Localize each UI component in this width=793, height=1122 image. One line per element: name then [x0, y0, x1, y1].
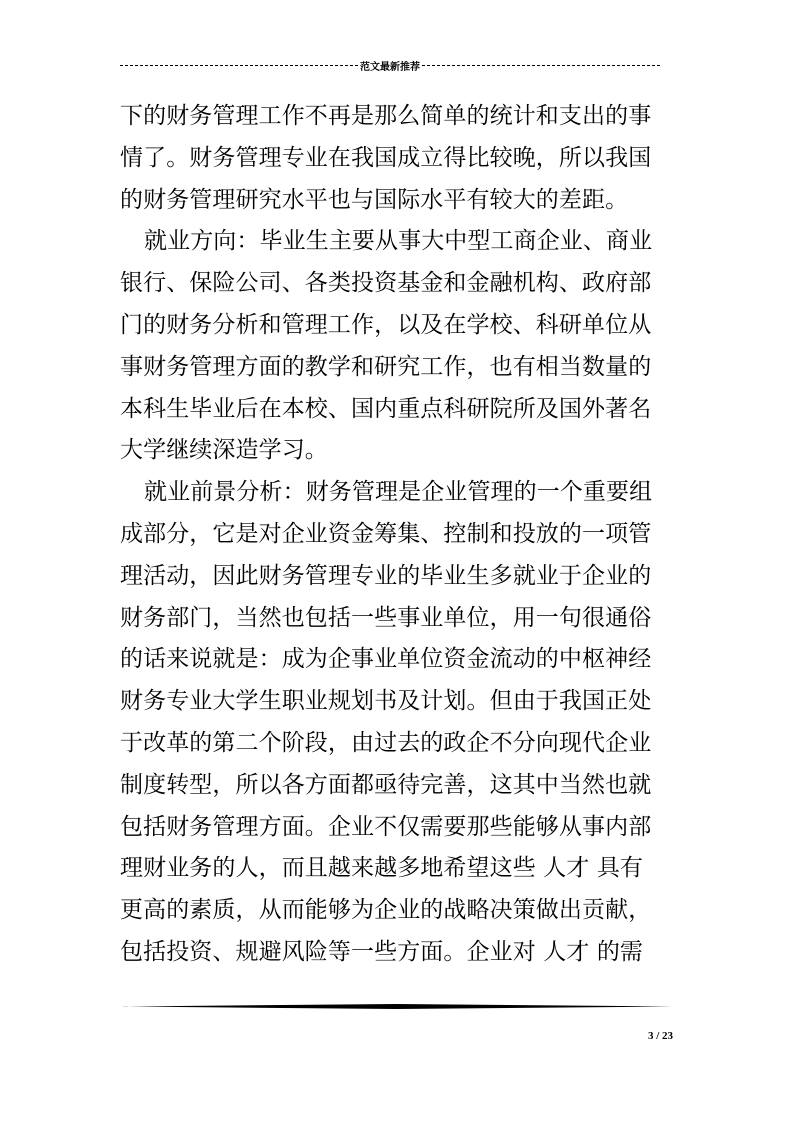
text-line: 成部分，它是对企业资金筹集、控制和投放的一项管 [120, 520, 652, 547]
text-line: 门的财务分析和管理工作，以及在学校、科研单位从 [120, 311, 652, 338]
text-line: 下的财务管理工作不再是那么简单的统计和支出的事 [120, 103, 652, 129]
text-line: 理活动，因此财务管理专业的毕业生多就业于企业的 [120, 562, 652, 589]
text-line: 就业前景分析：财务管理是企业管理的一个重要组 [144, 479, 653, 506]
header-dash-left [120, 65, 358, 66]
text-line: 于改革的第二个阶段，由过去的政企不分向现代企业 [120, 729, 652, 756]
text-line: 情了。财务管理专业在我国成立得比较晚，所以我国 [120, 144, 652, 171]
text-line: 本科生毕业后在本校、国内重点科研院所及国外著名 [120, 395, 652, 422]
text-line: 制度转型，所以各方面都亟待完善，这其中当然也就 [120, 771, 652, 798]
text-line: 的财务管理研究水平也与国际水平有较大的差距。 [120, 186, 629, 213]
page-header [120, 57, 660, 73]
text-line: 事财务管理方面的教学和研究工作，也有相当数量的 [120, 353, 652, 380]
text-line: 大学继续深造学习。 [120, 437, 328, 464]
header-dash-right [422, 65, 660, 66]
text-line: 就业方向：毕业生主要从事大中型工商企业、商业 [144, 228, 653, 255]
text-line: 理财业务的人，而且越来越多地希望这些 人才 具有 [120, 855, 644, 882]
text-line: 包括财务管理方面。企业不仅需要那些能够从事内部 [120, 813, 652, 840]
text-line: 更高的素质，从而能够为企业的战略决策做出贡献， [120, 897, 652, 924]
document-body [120, 96, 673, 974]
page-number: 3 / 23 [647, 1030, 673, 1042]
text-line: 银行、保险公司、各类投资基金和金融机构、政府部 [120, 270, 652, 297]
text-line: 财务部门，当然也包括一些事业单位，用一句很通俗 [120, 604, 652, 631]
text-line: 的话来说就是：成为企事业单位资金流动的中枢神经 [120, 646, 652, 673]
footer-rule [121, 1004, 673, 1009]
text-line: 包括投资、规避风险等一些方面。企业对 人才 的需 [120, 938, 644, 965]
text-line: 财务专业大学生职业规划书及计划。但由于我国正处 [120, 688, 652, 715]
header-label: 范文最新推荐 [360, 61, 420, 73]
